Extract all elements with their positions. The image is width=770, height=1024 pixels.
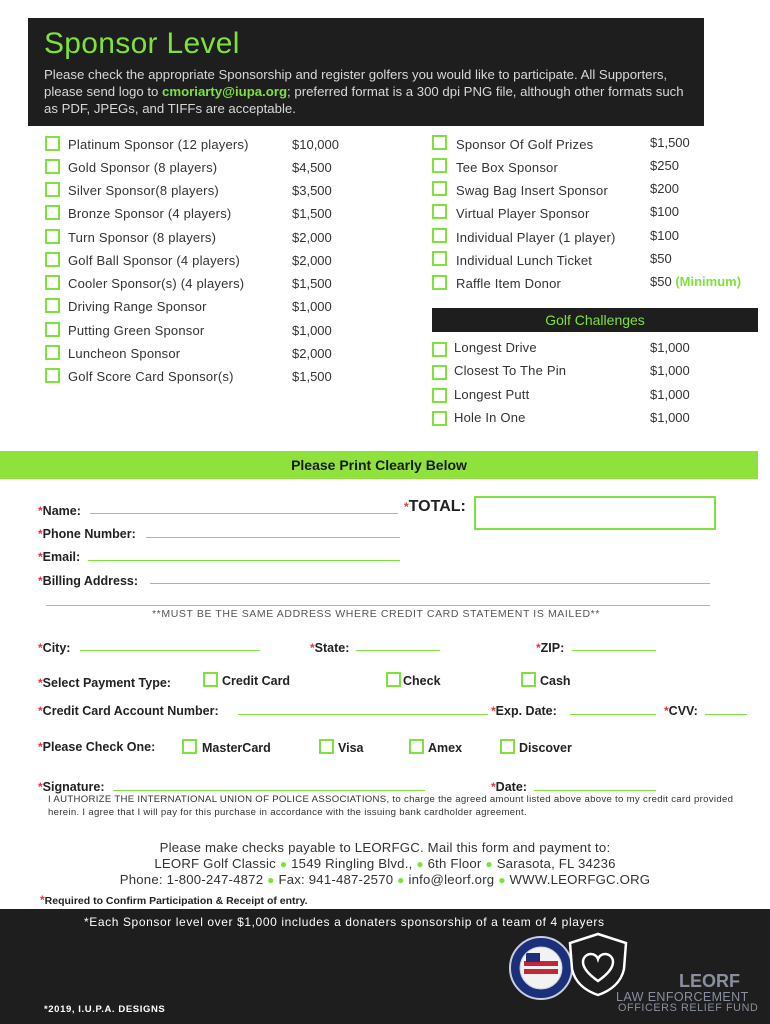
sponsor-amount: $1,000 bbox=[292, 323, 332, 338]
city-field[interactable] bbox=[80, 650, 260, 651]
discover-checkbox[interactable] bbox=[500, 739, 515, 754]
visa-label: Visa bbox=[338, 741, 364, 755]
sponsor-label: Sponsor Of Golf Prizes bbox=[456, 137, 594, 152]
billing-address-field[interactable] bbox=[150, 583, 710, 584]
sponsor-label: Individual Lunch Ticket bbox=[456, 253, 593, 268]
signature-label-text: Signature: bbox=[42, 780, 105, 794]
bullet-icon: ● bbox=[498, 873, 506, 887]
authorization-text: I AUTHORIZE THE INTERNATIONAL UNION OF POLICE ASSOCIATIONS, to charge the agreed amount listed above above to my credit card provided herein. I agree that I will pay for this purchase in accordance with the issuing bank cardholder agreement. bbox=[48, 794, 734, 818]
address-part: 6th Floor bbox=[427, 856, 482, 871]
sponsor-checkbox[interactable] bbox=[45, 136, 60, 151]
intro-text-post: ; preferred format is a 300 dpi PNG file, although other formats such as PDF, JPEGs, and TIFFs are acceptable. bbox=[44, 84, 684, 116]
golf-challenges-header: Golf Challenges bbox=[432, 308, 758, 332]
sponsor-label: Swag Bag Insert Sponsor bbox=[456, 183, 609, 198]
leorf-shield-heart-icon bbox=[566, 931, 630, 997]
total-field[interactable] bbox=[474, 496, 716, 530]
required-note-text: Required to Confirm Participation & Receipt of entry. bbox=[44, 895, 308, 907]
discover-label: Discover bbox=[519, 741, 572, 755]
sponsor-label: Luncheon Sponsor bbox=[68, 346, 181, 361]
sponsor-label: Individual Player (1 player) bbox=[456, 230, 616, 245]
payment-type-label bbox=[38, 676, 171, 690]
sponsor-checkbox[interactable] bbox=[45, 182, 60, 197]
sponsor-checkbox[interactable] bbox=[45, 298, 60, 313]
challenge-amount: $1,000 bbox=[650, 340, 690, 355]
signature-label bbox=[38, 780, 104, 794]
sponsor-checkbox[interactable] bbox=[45, 345, 60, 360]
page-title: Sponsor Level bbox=[44, 27, 240, 60]
bullet-icon: ● bbox=[416, 857, 424, 871]
mastercard-label: MasterCard bbox=[202, 741, 271, 755]
bullet-icon: ● bbox=[397, 873, 405, 887]
address-part: 1549 Ringling Blvd., bbox=[291, 856, 413, 871]
cvv-label bbox=[664, 704, 698, 718]
leorf-brand-line1: LAW ENFORCEMENT bbox=[616, 990, 749, 1004]
sponsor-label: Tee Box Sponsor bbox=[456, 160, 559, 175]
sponsor-label: Virtual Player Sponsor bbox=[456, 206, 590, 221]
sponsor-checkbox[interactable] bbox=[432, 251, 447, 266]
sponsor-label: Silver Sponsor(8 players) bbox=[68, 183, 219, 198]
required-star: * bbox=[38, 527, 43, 541]
phone-field[interactable] bbox=[146, 537, 400, 538]
email-label-text: Email: bbox=[42, 550, 81, 564]
contact-email-link[interactable]: info@leorf.org bbox=[408, 872, 495, 887]
amex-label: Amex bbox=[428, 741, 463, 755]
exp-date-label-text: Exp. Date: bbox=[495, 704, 557, 718]
leorf-brand-line2: OFFICERS RELIEF FUND bbox=[618, 1002, 759, 1014]
challenge-amount: $1,000 bbox=[650, 363, 690, 378]
state-field[interactable] bbox=[356, 650, 440, 651]
header-banner bbox=[28, 18, 704, 126]
sponsor-checkbox[interactable] bbox=[45, 322, 60, 337]
required-star: * bbox=[404, 500, 409, 514]
sponsor-amount: $1,500 bbox=[292, 206, 332, 221]
sponsor-amount: $2,000 bbox=[292, 230, 332, 245]
sponsor-checkbox[interactable] bbox=[45, 252, 60, 267]
phone-label bbox=[38, 527, 136, 541]
required-star: * bbox=[38, 550, 43, 564]
check-checkbox[interactable] bbox=[386, 672, 401, 687]
total-label bbox=[404, 498, 466, 516]
sponsor-label: Raffle Item Donor bbox=[456, 276, 562, 291]
required-star: * bbox=[310, 641, 315, 655]
name-label-text: Name: bbox=[42, 504, 81, 518]
date-label-text: Date: bbox=[495, 780, 527, 794]
address-note: **MUST BE THE SAME ADDRESS WHERE CREDIT CARD STATEMENT IS MAILED** bbox=[152, 608, 601, 620]
required-star: * bbox=[38, 740, 43, 754]
challenge-label: Closest To The Pin bbox=[454, 363, 567, 378]
challenge-checkbox[interactable] bbox=[432, 365, 447, 380]
sponsor-checkbox[interactable] bbox=[432, 275, 447, 290]
fax-number: Fax: 941-487-2570 bbox=[278, 872, 394, 887]
name-label bbox=[38, 504, 81, 518]
sponsor-amount: $3,500 bbox=[292, 183, 332, 198]
sponsor-checkbox[interactable] bbox=[45, 159, 60, 174]
state-label-text: State: bbox=[314, 641, 350, 655]
challenge-label: Hole In One bbox=[454, 410, 526, 425]
bullet-icon: ● bbox=[485, 857, 493, 871]
logo-email-link[interactable]: cmoriarty@iupa.org bbox=[162, 84, 288, 99]
required-star: * bbox=[38, 641, 43, 655]
challenge-amount: $1,000 bbox=[650, 387, 690, 402]
sponsor-label: Turn Sponsor (8 players) bbox=[68, 230, 217, 245]
city-label bbox=[38, 641, 70, 655]
sponsor-amount: $2,000 bbox=[292, 346, 332, 361]
required-star: * bbox=[38, 676, 43, 690]
challenge-label: Longest Putt bbox=[454, 387, 530, 402]
mailing-instructions: Please make checks payable to LEORFGC. Mail this form and payment to: bbox=[159, 840, 611, 855]
phone-number: Phone: 1-800-247-4872 bbox=[119, 872, 264, 887]
name-field[interactable] bbox=[90, 513, 398, 514]
card-number-field[interactable] bbox=[238, 714, 488, 715]
intro-text-pre: Please check the appropriate Sponsorship and register golfers you would like to participate. All Supporters, please send logo to bbox=[44, 67, 668, 99]
required-note bbox=[40, 893, 308, 907]
card-number-label bbox=[38, 704, 219, 718]
required-star: * bbox=[536, 641, 541, 655]
cash-option-label: Cash bbox=[540, 674, 571, 688]
sponsor-checkbox[interactable] bbox=[45, 368, 60, 383]
required-star: * bbox=[38, 780, 43, 794]
date-label bbox=[491, 780, 527, 794]
bullet-icon: ● bbox=[279, 857, 288, 871]
billing-address-label-text: Billing Address: bbox=[42, 574, 139, 588]
required-star: * bbox=[491, 704, 496, 718]
sponsor-checkbox[interactable] bbox=[432, 204, 447, 219]
copyright-text: *2019, I.U.P.A. DESIGNS bbox=[44, 1004, 166, 1015]
zip-label-text: ZIP: bbox=[540, 641, 565, 655]
sponsor-amount: $10,000 bbox=[292, 137, 339, 152]
amex-checkbox[interactable] bbox=[409, 739, 424, 754]
challenge-label: Longest Drive bbox=[454, 340, 537, 355]
sponsor-amount: $100 bbox=[650, 228, 679, 243]
mastercard-checkbox[interactable] bbox=[182, 739, 197, 754]
payment-type-label-text: Select Payment Type: bbox=[42, 676, 171, 690]
sponsor-label: Bronze Sponsor (4 players) bbox=[68, 206, 232, 221]
check-option-label: Check bbox=[403, 674, 441, 688]
sponsor-label: Putting Green Sponsor bbox=[68, 323, 205, 338]
required-star: * bbox=[38, 704, 43, 718]
print-clearly-banner: Please Print Clearly Below bbox=[0, 451, 758, 479]
sponsor-amount: $250 bbox=[650, 158, 679, 173]
email-field[interactable] bbox=[88, 560, 400, 561]
sponsor-checkbox[interactable] bbox=[432, 228, 447, 243]
phone-label-text: Phone Number: bbox=[42, 527, 136, 541]
card-type-label bbox=[38, 740, 155, 754]
challenge-checkbox[interactable] bbox=[432, 411, 447, 426]
challenge-checkbox[interactable] bbox=[432, 342, 447, 357]
credit-card-option-label: Credit Card bbox=[222, 674, 291, 688]
cvv-field[interactable] bbox=[705, 714, 747, 715]
sponsor-checkbox[interactable] bbox=[45, 205, 60, 220]
required-star: * bbox=[38, 504, 43, 518]
sponsor-checkbox[interactable] bbox=[432, 158, 447, 173]
required-star: * bbox=[491, 780, 496, 794]
sponsor-amount: $200 bbox=[650, 181, 679, 196]
iupa-seal-icon bbox=[508, 935, 574, 1001]
sponsor-amount: $2,000 bbox=[292, 253, 332, 268]
sponsor-amount: $1,000 bbox=[292, 299, 332, 314]
sponsor-label: Driving Range Sponsor bbox=[68, 299, 207, 314]
leorf-brand-name: LEORF bbox=[679, 971, 740, 991]
intro-text bbox=[44, 66, 694, 117]
zip-field[interactable] bbox=[572, 650, 656, 651]
required-star: * bbox=[38, 574, 43, 588]
required-star: * bbox=[40, 893, 45, 907]
sponsor-amount bbox=[650, 274, 741, 289]
sponsor-amount: $50 bbox=[650, 251, 672, 266]
challenge-checkbox[interactable] bbox=[432, 388, 447, 403]
card-type-label-text: Please Check One: bbox=[42, 740, 156, 754]
cvv-label-text: CVV: bbox=[668, 704, 698, 718]
billing-address-field-line2[interactable] bbox=[46, 605, 710, 606]
address-part: Sarasota, FL 34236 bbox=[496, 856, 616, 871]
total-label-text: TOTAL: bbox=[408, 498, 466, 515]
sponsor-label: Golf Score Card Sponsor(s) bbox=[68, 369, 234, 384]
mailing-address bbox=[0, 856, 770, 871]
footer bbox=[0, 909, 770, 1024]
address-part: LEORF Golf Classic bbox=[154, 856, 276, 871]
sponsor-amount: $100 bbox=[650, 204, 679, 219]
sponsor-label: Golf Ball Sponsor (4 players) bbox=[68, 253, 240, 268]
sponsor-label: Gold Sponsor (8 players) bbox=[68, 160, 218, 175]
sponsor-amount: $1,500 bbox=[650, 135, 690, 150]
credit-card-checkbox[interactable] bbox=[203, 672, 218, 687]
contact-line bbox=[0, 872, 770, 887]
cash-checkbox[interactable] bbox=[521, 672, 536, 687]
website-link[interactable]: WWW.LEORFGC.ORG bbox=[509, 872, 651, 887]
card-number-label-text: Credit Card Account Number: bbox=[42, 704, 219, 718]
minimum-note: (Minimum) bbox=[675, 274, 742, 289]
sponsorship-footnote: *Each Sponsor level over $1,000 includes a donaters sponsorship of a team of 4 players bbox=[84, 915, 605, 929]
zip-label bbox=[536, 641, 564, 655]
sponsor-checkbox[interactable] bbox=[45, 229, 60, 244]
signature-field[interactable] bbox=[113, 790, 425, 791]
exp-date-label bbox=[491, 704, 557, 718]
sponsor-amount: $4,500 bbox=[292, 160, 332, 175]
sponsor-checkbox[interactable] bbox=[432, 135, 447, 150]
sponsor-amount-value: $50 bbox=[650, 274, 672, 289]
sponsor-amount: $1,500 bbox=[292, 369, 332, 384]
challenge-amount: $1,000 bbox=[650, 410, 690, 425]
sponsor-amount: $1,500 bbox=[292, 276, 332, 291]
visa-checkbox[interactable] bbox=[319, 739, 334, 754]
sponsor-label: Cooler Sponsor(s) (4 players) bbox=[68, 276, 245, 291]
sponsor-checkbox[interactable] bbox=[432, 181, 447, 196]
city-label-text: City: bbox=[42, 641, 71, 655]
email-label bbox=[38, 550, 80, 564]
sponsor-label: Platinum Sponsor (12 players) bbox=[68, 137, 249, 152]
sponsor-checkbox[interactable] bbox=[45, 275, 60, 290]
date-field[interactable] bbox=[534, 790, 656, 791]
billing-address-label bbox=[38, 574, 138, 588]
required-star: * bbox=[664, 704, 669, 718]
bullet-icon: ● bbox=[267, 873, 275, 887]
state-label bbox=[310, 641, 349, 655]
exp-date-field[interactable] bbox=[570, 714, 656, 715]
